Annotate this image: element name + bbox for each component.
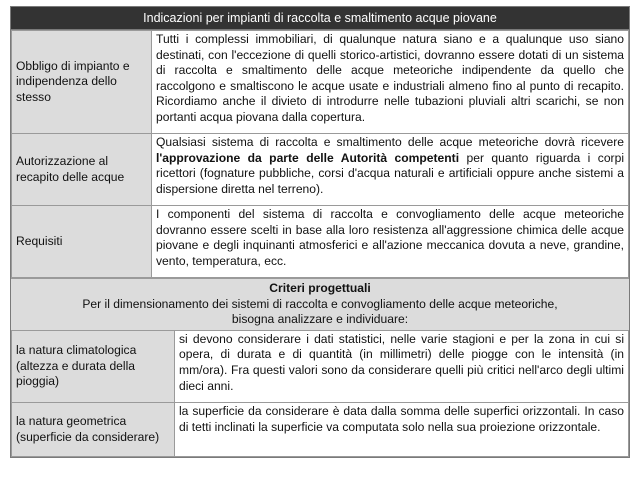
- row-text-emphasis: l'approvazione da parte delle Autorità competenti: [156, 150, 460, 165]
- criteria-line-2: bisogna analizzare e individuare:: [231, 312, 409, 327]
- table-row: [12, 403, 629, 457]
- criteria-label: la natura climatologica (altezza e durata della pioggia): [12, 331, 175, 403]
- row-label: Requisiti: [12, 206, 152, 278]
- row-text-part: Qualsiasi sistema di raccolta e smaltimento delle acque meteoriche dovrà ricevere: [156, 135, 624, 149]
- row-text: Tutti i complessi immobiliari, di qualunque natura siano e a qualunque uso siano destinati, con l'eccezione di quelli storico-artistici, dovranno essere dotati di un sistema di raccolta e smaltimento delle acque meteoriche indipendente da quello che raccolgono e smaltiscono le acque usate e industriali almeno fino al punto di recapito. Ricordiamo anche il divieto di introdurre nelle tubazioni pluviali altri scarichi, se non portanti acqua piovana dalla copertura.: [152, 31, 629, 134]
- table-row: [12, 31, 629, 134]
- table-row: [12, 331, 629, 403]
- criteria-text: si devono considerare i dati statistici, nelle varie stagioni e per la zona in cui si opera, di durata e di quantità (in millimetri) delle piogge con le intensità (in mm/ora). Fra questi valori sono da considerare quelli più critici nell'arco degli ultimi dieci anni.: [175, 331, 629, 403]
- row-text: [152, 134, 629, 206]
- criteria-section-header: [11, 278, 629, 331]
- criteria-title: Criteri progettuali: [269, 281, 371, 295]
- row-label: Obbligo di impianto e indipendenza dello stesso: [12, 31, 152, 134]
- criteria-line-1: Per il dimensionamento dei sistemi di raccolta e convogliamento delle acque meteoriche,: [82, 296, 558, 311]
- criteria-label: la natura geometrica (superficie da considerare): [12, 403, 175, 457]
- row-text-part: per quanto riguarda i corpi ricettori (fognature pubbliche, corsi d'acqua naturali e artificiali oppure anche sistemi a dispersione diretta nel terreno).: [156, 150, 625, 196]
- table-header-title: Indicazioni per impianti di raccolta e smaltimento acque piovane: [11, 7, 629, 30]
- row-label: Autorizzazione al recapito delle acque: [12, 134, 152, 206]
- criteria-table: [11, 331, 629, 458]
- row-text: I componenti del sistema di raccolta e convogliamento delle acque meteoriche dovranno essere scelti in base alla loro resistenza all'aggressione chimica delle acque piovane e degli inquinanti atmosferici e all'azione meccanica dovuta a neve, grandine, vento, temperatura, ecc.: [152, 206, 629, 278]
- requirements-table: [11, 30, 629, 278]
- criteria-text: la superficie da considerare è data dalla somma delle superfici orizzontali. In caso di tetti inclinati la superficie va computata solo nella sua proiezione orizzontale.: [175, 403, 629, 457]
- table-row: [12, 206, 629, 278]
- document-table: [10, 6, 630, 458]
- table-row: [12, 134, 629, 206]
